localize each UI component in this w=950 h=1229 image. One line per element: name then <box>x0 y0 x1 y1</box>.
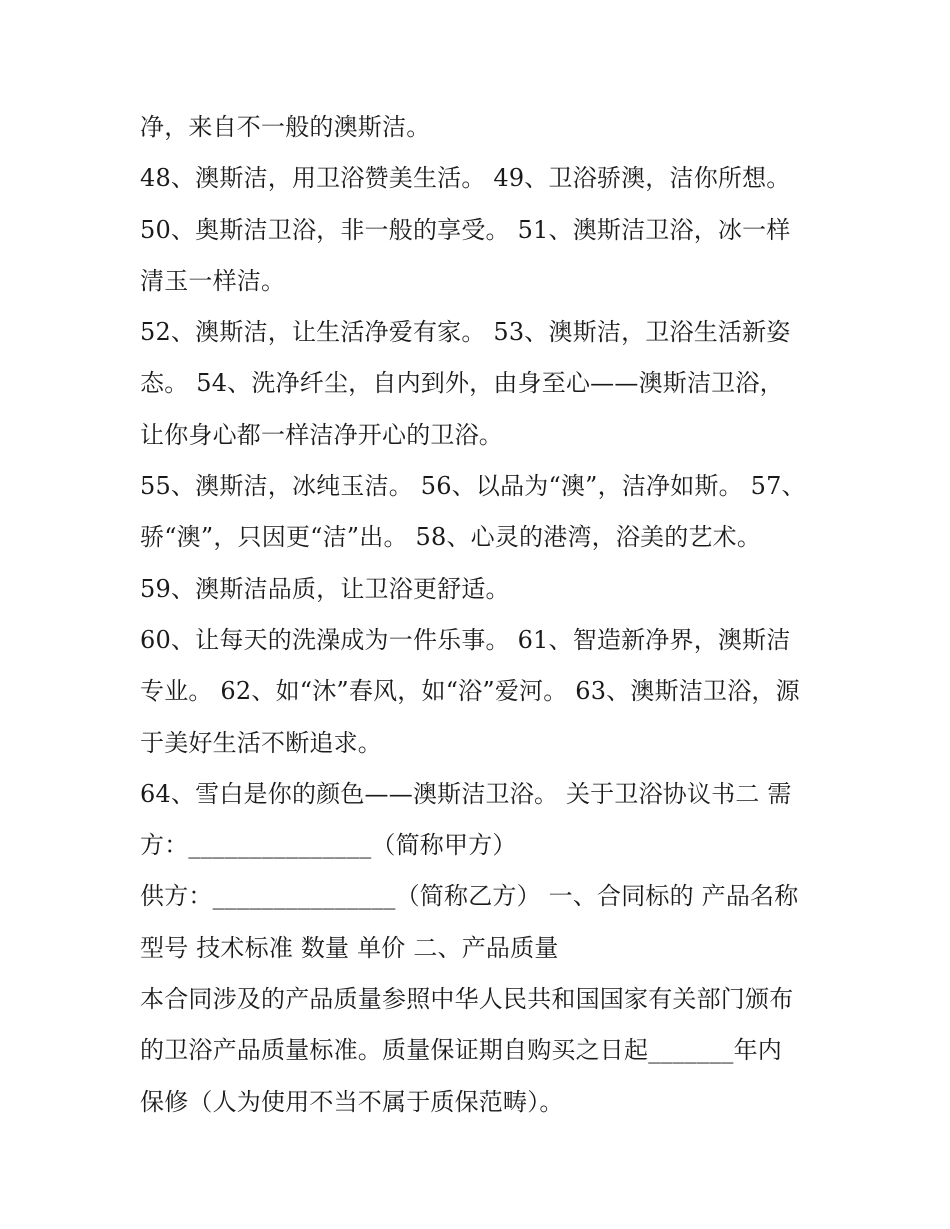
text-line: 48、澳斯洁，用卫浴赞美生活。 49、卫浴骄澳，洁你所想。 <box>140 164 791 193</box>
text-line: 保修（人为使用不当不属于质保范畴）。 <box>140 1087 564 1116</box>
text-line: 52、澳斯洁，让生活净爱有家。 53、澳斯洁，卫浴生活新姿 <box>140 318 791 347</box>
text-line: 的卫浴产品质量标准。质量保证期自购买之日起_______年内 <box>140 1036 782 1065</box>
text-line: 专业。 62、如“沐”春风，如“浴”爱河。 63、澳斯洁卫浴，源 <box>140 677 800 706</box>
text-line: 清玉一样洁。 <box>140 266 286 295</box>
text-line: 供方：_______________（简称乙方） 一、合同标的 产品名称 <box>140 882 799 911</box>
text-line: 60、让每天的洗澡成为一件乐事。 61、智造新净界，澳斯洁 <box>140 625 791 654</box>
text-line: 净，来自不一般的澳斯洁。 <box>140 113 431 141</box>
text-line: 64、雪白是你的颜色——澳斯洁卫浴。 关于卫浴协议书二 需 <box>140 779 792 808</box>
text-line: 方：_______________（简称甲方） <box>140 831 517 860</box>
text-line: 让你身心都一样洁净开心的卫浴。 <box>140 420 503 449</box>
text-line: 型号 技术标准 数量 单价 二、产品质量 <box>140 933 559 962</box>
text-line: 50、奥斯洁卫浴，非一般的享受。 51、澳斯洁卫浴，冰一样 <box>140 215 791 244</box>
text-line: 态。 54、洗净纤尘，自内到外，由身至心——澳斯洁卫浴， <box>140 369 784 398</box>
text-line: 59、澳斯洁品质，让卫浴更舒适。 <box>140 574 510 603</box>
text-line: 于美好生活不断追求。 <box>140 728 382 757</box>
text-line: 骄“澳”，只因更“洁”出。 58、心灵的港湾，浴美的艺术。 <box>140 523 762 552</box>
text-line: 本合同涉及的产品质量参照中华人民共和国国家有关部门颁布 <box>140 985 794 1014</box>
text-line: 55、澳斯洁，冰纯玉洁。 56、以品为“澳”，洁净如斯。 57、 <box>140 472 806 501</box>
document-body <box>140 102 820 1128</box>
